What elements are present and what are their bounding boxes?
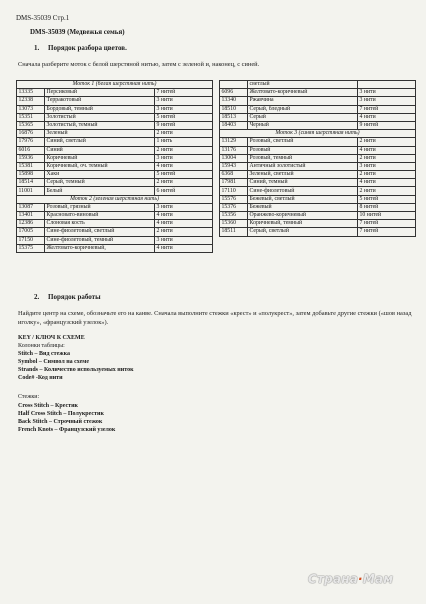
color-name-cell: Серый, темный [45, 179, 155, 187]
table-row [17, 113, 213, 121]
table-row [220, 162, 416, 170]
table-row [17, 138, 213, 146]
table-row [17, 220, 213, 228]
group-label: Моток 2 (зеленая шерстяная нить) [17, 195, 213, 203]
section-1-heading [34, 44, 127, 52]
key-symbol: Symbol – Символ на схеме [18, 359, 90, 365]
color-name-cell: Персиковый [45, 89, 155, 97]
key-stitches-label: Стежки: [18, 394, 40, 400]
color-name-cell: Желтовато-коричневый [248, 89, 358, 97]
strand-count-cell: 2 нити [155, 130, 213, 138]
color-name-cell: Розовый, темный [248, 154, 358, 162]
color-name-cell: Розовый, грязный [45, 203, 155, 211]
strand-count-cell: 10 нитей [358, 212, 416, 220]
strand-count-cell: 2 нити [358, 154, 416, 162]
table-row [17, 121, 213, 129]
table-row [17, 228, 213, 236]
strand-count-cell: 6 нитей [155, 187, 213, 195]
strand-count-cell: 3 нити [155, 203, 213, 211]
thread-code-cell: 13087 [17, 203, 45, 211]
table-row [17, 162, 213, 170]
strand-count-cell: 8 нитей [358, 203, 416, 211]
color-name-cell: Розовый, светлый [248, 138, 358, 146]
thread-code-cell: 13176 [220, 146, 248, 154]
strand-count-cell: 3 нити [155, 105, 213, 113]
thread-code-cell: 15576 [220, 195, 248, 203]
group-label: Моток 3 (синяя шерстяная нить) [220, 130, 416, 138]
thread-code-cell: 15898 [17, 171, 45, 179]
color-name-cell: Зеленый, светлый [248, 171, 358, 179]
table-row [220, 171, 416, 179]
thread-code-cell: 17005 [17, 228, 45, 236]
thread-code-cell: 17150 [17, 236, 45, 244]
strand-count-cell: 9 нитей [358, 121, 416, 129]
watermark-text-a: Страна [308, 572, 359, 586]
thread-code-cell: 13335 [17, 89, 45, 97]
thread-code-cell: 15351 [17, 113, 45, 121]
color-name-cell: Желтовато-коричневый, [45, 244, 155, 252]
thread-code-cell: 15943 [220, 162, 248, 170]
table-row [17, 146, 213, 154]
table-row [220, 212, 416, 220]
table-row [220, 138, 416, 146]
strand-count-cell: 7 нитей [358, 105, 416, 113]
strand-count-cell: 2 нити [358, 171, 416, 179]
color-name-cell: Слоновая кость [45, 220, 155, 228]
thread-code-cell: 18514 [17, 179, 45, 187]
thread-code-cell: 12338 [17, 97, 45, 105]
section-2-title: Порядок работы [48, 293, 101, 301]
thread-code-cell: 6016 [17, 146, 45, 154]
thread-code-cell: 13340 [220, 97, 248, 105]
thread-code-cell: 13004 [220, 154, 248, 162]
table-row [17, 89, 213, 97]
strand-count-cell: 4 нити [358, 146, 416, 154]
strand-count-cell: 3 нити [155, 97, 213, 105]
table-row [17, 187, 213, 195]
strand-count-cell: 2 нити [155, 146, 213, 154]
strand-count-cell: 1 нить [155, 138, 213, 146]
strand-count-cell: 2 нити [155, 228, 213, 236]
group-label: Моток 1 (белая шерстяная нить) [17, 81, 213, 89]
thread-code-cell: 18403 [220, 121, 248, 129]
strand-count-cell: 3 нити [155, 154, 213, 162]
thread-code-cell: 15376 [220, 203, 248, 211]
thread-code-cell: 18511 [220, 228, 248, 236]
section-2-heading [34, 293, 101, 301]
color-name-cell: Сине-фиолетовый, светлый [45, 228, 155, 236]
color-name-cell: Черный [248, 121, 358, 129]
color-name-cell: Бордовый, темный [45, 105, 155, 113]
thread-code-cell: 11001 [17, 187, 45, 195]
section-2-text: Найдите центр на схеме, обозначьте его на канве. Сначала выполните стежки «крест» и «полукрест», затем добавьте другие стежки («шов назад иголку», «французский узелок»). [18, 310, 412, 326]
strand-count-cell: 3 нити [155, 236, 213, 244]
strand-count-cell: 3 нити [358, 89, 416, 97]
key-half-cross-stitch: Half Cross Stitch – Полукрестик [18, 411, 104, 417]
key-columns-label: Колонки таблицы: [18, 343, 65, 349]
thread-code-cell: 13073 [17, 105, 45, 113]
strand-count-cell: 4 нити [155, 162, 213, 170]
strand-count-cell: 5 нитей [155, 113, 213, 121]
thread-code-cell: 15360 [220, 220, 248, 228]
table-row [220, 105, 416, 113]
color-name-cell: Зеленый [45, 130, 155, 138]
thread-code-cell [220, 81, 248, 89]
table-row [17, 203, 213, 211]
section-1-number: 1. [34, 44, 40, 52]
thread-code-cell: 15381 [17, 162, 45, 170]
table-row [220, 81, 416, 89]
table-row [17, 171, 213, 179]
thread-code-cell: 15936 [17, 154, 45, 162]
section-1-title: Порядок разбора цветов. [48, 44, 127, 52]
key-stitch: Stitch – Вид стежка [18, 351, 70, 357]
color-name-cell: Серый, светлый [248, 228, 358, 236]
thread-code-cell: 15375 [17, 244, 45, 252]
table-group-row [17, 81, 213, 89]
table-row [17, 244, 213, 252]
strand-count-cell: 5 нитей [155, 171, 213, 179]
thread-code-cell: 16876 [17, 130, 45, 138]
key-french-knots: French Knots – Французский узелок [18, 427, 116, 433]
strand-count-cell: 7 нитей [155, 89, 213, 97]
color-name-cell: Терракотовый [45, 97, 155, 105]
strand-count-cell: 2 нити [358, 187, 416, 195]
table-row [220, 203, 416, 211]
strand-count-cell: 3 нити [358, 162, 416, 170]
strand-count-cell: 5 нитей [358, 195, 416, 203]
color-name-cell: Коричневый, оч. темный [45, 162, 155, 170]
strand-count-cell: 3 нити [358, 97, 416, 105]
page-code-header: DMS-35039 Стр.1 [16, 14, 70, 22]
table-row [220, 113, 416, 121]
color-name-cell: Синий, темный [248, 179, 358, 187]
table-row [17, 236, 213, 244]
color-name-cell: светлый [248, 81, 358, 89]
table-row [220, 195, 416, 203]
section-1-intro: Сначала разберите моток с белой шерстяной нитью, затем с зеленой и, наконец, с синей. [18, 61, 260, 68]
strand-count-cell: 9 нитей [155, 121, 213, 129]
table-row [220, 121, 416, 129]
table-row [17, 105, 213, 113]
color-name-cell: Хаки [45, 171, 155, 179]
strand-count-cell: 7 нитей [358, 228, 416, 236]
color-name-cell: Серый [248, 113, 358, 121]
thread-code-cell: 18513 [220, 113, 248, 121]
table-row [17, 179, 213, 187]
table-row [220, 154, 416, 162]
key-strands: Strands – Количество используемых ниток [18, 367, 134, 373]
table-row [220, 220, 416, 228]
thread-table-right [219, 80, 416, 237]
table-row [220, 228, 416, 236]
thread-code-cell: 13401 [17, 212, 45, 220]
color-name-cell: Бежевый, светлый [248, 195, 358, 203]
color-name-cell: Коричневый [45, 154, 155, 162]
color-name-cell: Синий [45, 146, 155, 154]
thread-code-cell: 17981 [220, 179, 248, 187]
table-row [17, 97, 213, 105]
key-cross-stitch: Cross Stitch – Крестик [18, 403, 79, 409]
thread-code-cell: 15356 [220, 212, 248, 220]
thread-code-cell: 13129 [220, 138, 248, 146]
table-row [220, 89, 416, 97]
thread-code-cell: 6368 [220, 171, 248, 179]
thread-code-cell: 15365 [17, 121, 45, 129]
color-name-cell: Античный золотистый [248, 162, 358, 170]
key-code: Code# -Код нити [18, 375, 63, 381]
color-name-cell: Красновато-виновый [45, 212, 155, 220]
strand-count-cell: 2 нити [155, 179, 213, 187]
strand-count-cell: 4 нити [155, 220, 213, 228]
strand-count-cell: 4 нити [358, 179, 416, 187]
strand-count-cell: 7 нитей [358, 220, 416, 228]
strand-count-cell: 4 нити [155, 244, 213, 252]
thread-code-cell: 17110 [220, 187, 248, 195]
section-2-number: 2. [34, 293, 40, 301]
thread-table-left [16, 80, 213, 253]
color-name-cell: Сине-фиолетовый [248, 187, 358, 195]
document-title: DMS-35039 (Медвежья семья) [30, 28, 125, 36]
strand-count-cell: 2 нити [358, 138, 416, 146]
table-row [220, 97, 416, 105]
color-name-cell: Розовый [248, 146, 358, 154]
color-name-cell: Ржавчина [248, 97, 358, 105]
key-title: KEY / КЛЮЧ К СХЕМЕ [18, 335, 85, 341]
table-row [17, 130, 213, 138]
color-name-cell: Серый, бледный [248, 105, 358, 113]
table-group-row [220, 130, 416, 138]
color-name-cell: Оранжево-коричневый [248, 212, 358, 220]
thread-code-cell: 6096 [220, 89, 248, 97]
thread-code-cell: 12386 [17, 220, 45, 228]
color-name-cell: Синий, светлый [45, 138, 155, 146]
table-group-row [17, 195, 213, 203]
thread-code-cell: 17976 [17, 138, 45, 146]
table-row [17, 154, 213, 162]
table-row [220, 146, 416, 154]
watermark-logo [308, 572, 393, 586]
table-row [220, 179, 416, 187]
color-name-cell: Золотистый [45, 113, 155, 121]
strand-count-cell: 4 нити [358, 113, 416, 121]
table-row [220, 187, 416, 195]
color-name-cell: Бежевый [248, 203, 358, 211]
watermark-text-b: Мам [362, 572, 394, 586]
thread-code-cell: 18510 [220, 105, 248, 113]
color-name-cell: Золотистый, темный [45, 121, 155, 129]
key-back-stitch: Back Stitch – Строчный стежок [18, 419, 103, 425]
watermark-dot: · [358, 572, 363, 586]
color-name-cell: Белый [45, 187, 155, 195]
strand-count-cell: 4 нити [155, 212, 213, 220]
color-name-cell: Коричневый, темный [248, 220, 358, 228]
color-name-cell: Сине-фиолетовый, темный [45, 236, 155, 244]
strand-count-cell [358, 81, 416, 89]
table-row [17, 212, 213, 220]
